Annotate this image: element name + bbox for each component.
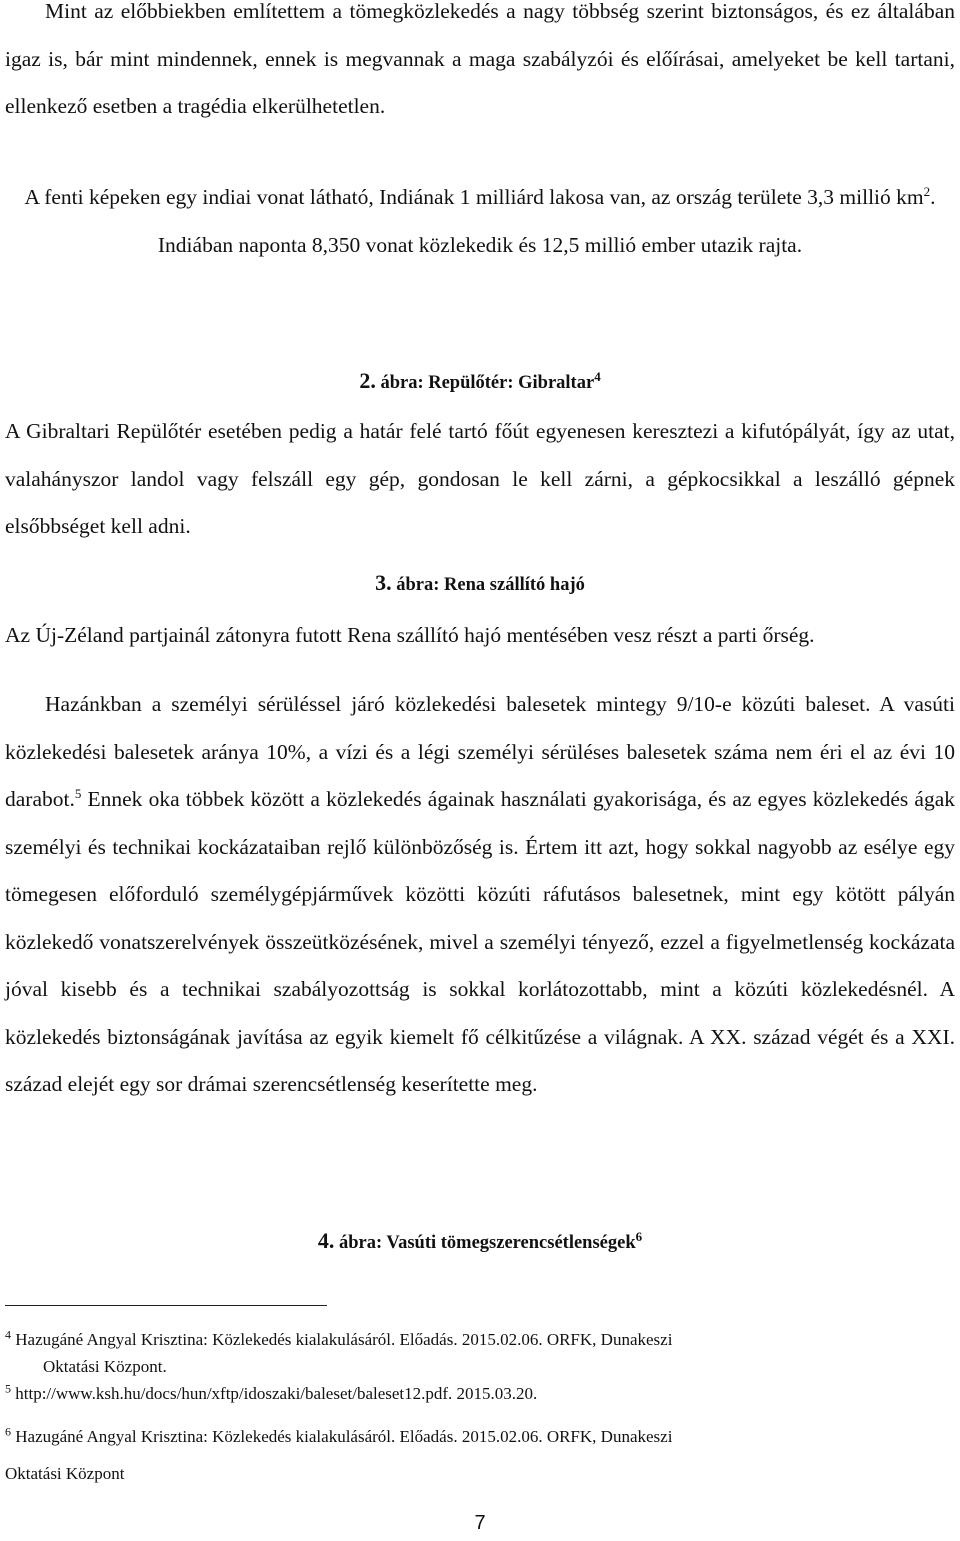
footnote-mark: 6 — [5, 1424, 11, 1439]
footnote-reference[interactable]: 5 — [74, 785, 82, 801]
paragraph-text: Hazánkban a személyi sérüléssel járó közlekedési balesetek mintegy 9/10-e közúti baleset. A vasúti közlekedési balesetek aránya 10%, a vízi és a légi személyi sérüléses balesetek száma nem éri el az évi 10 darabot. — [5, 692, 955, 811]
paragraph-text: . Indiában naponta 8,350 vonat közlekedik és 12,5 millió ember utazik rajta. — [157, 185, 936, 257]
footnote-text: Hazugáné Angyal Krisztina: Közlekedés kialakulásáról. Előadás. 2015.02.06. ORFK, Dunakeszi — [11, 1427, 673, 1446]
footnote-reference[interactable]: 4 — [594, 368, 601, 384]
footnote-mark: 5 — [5, 1381, 11, 1396]
footnote-separator — [5, 1305, 327, 1306]
paragraph-india — [5, 174, 955, 269]
figure-number: 3. — [375, 570, 392, 595]
figure-caption-text: ábra: Vasúti tömegszerencsétlenségek — [334, 1233, 636, 1253]
footnote-mark: 4 — [5, 1327, 11, 1342]
footnote-4 — [5, 1326, 955, 1380]
paragraph-text: A fenti képeken egy indiai vonat látható, Indiának 1 milliárd lakosa van, az ország területe 3,3 millió km — [24, 185, 924, 209]
figure-caption-text: ábra: Rena szállító hajó — [391, 575, 585, 595]
paragraph-tomegkozlekedes — [5, 0, 955, 131]
figure-caption-2 — [5, 368, 955, 394]
paragraph-text: Az Új-Zéland partjainál zátonyra futott Rena szállító hajó mentésében vesz részt a parti őrség. — [5, 623, 815, 647]
footnote-link[interactable]: http://www.ksh.hu/docs/hun/xftp/idoszaki/baleset/baleset12.pdf. 2015.03.20. — [11, 1384, 538, 1403]
paragraph-text: Mint az előbbiekben említettem a tömegközlekedés a nagy többség szerint biztonságos, és ez általában igaz is, bár mint mindennek, ennek is megvannak a maga szabályzói és előírásai, amelyeket be kell tartani, ellenkező esetben a tragédia elkerülhetetlen. — [5, 0, 955, 118]
footnote-text-continued: Oktatási Központ. — [43, 1357, 167, 1376]
footnote-5 — [5, 1380, 955, 1407]
paragraph-gibraltar — [5, 408, 955, 551]
footnote-reference[interactable]: 6 — [635, 1228, 643, 1244]
footnote-text-continued: Oktatási Központ — [5, 1464, 125, 1483]
superscript: 2 — [923, 183, 931, 199]
footnote-6 — [5, 1418, 955, 1492]
page-number: 7 — [474, 1512, 486, 1534]
paragraph-text: Ennek oka többek között a közlekedés ágainak használati gyakorisága, és az egyes közlekedés ágak személyi és technikai kockázataiban rejlő különbözőség is. Értem itt azt, hogy sokkal nagyobb az esélye egy tömegesen előforduló személygépjárművek közötti közúti ráfutásos balesetnek, mint egy kötött pályán közlekedő vonatszerelvények összeütközésének, mivel a személyi tényező, ezzel a figyelmetlenség kockázata jóval kisebb és a technikai szabályozottság is sokkal korlátozottabb, mint a közúti közlekedésnél. A közlekedés biztonságának javítása az egyik kiemelt fő célkitűzése a világnak. A XX. század végét és a XXI. század elejét egy sor drámai szerencsétlenség keserítette meg. — [5, 787, 955, 1096]
figure-caption-4 — [5, 1228, 955, 1254]
footnote-text: Hazugáné Angyal Krisztina: Közlekedés kialakulásáról. Előadás. 2015.02.06. ORFK, Dunakeszi — [11, 1330, 673, 1349]
figure-caption-text: ábra: Repülőtér: Gibraltar — [375, 373, 595, 393]
figure-caption-3 — [5, 570, 955, 596]
paragraph-rena — [5, 612, 955, 660]
paragraph-text: A Gibraltari Repülőtér esetében pedig a határ felé tartó főút egyenesen keresztezi a kifutópályát, így az utat, valahányszor landol vagy felszáll egy gép, gondosan le kell zárni, a gépkocsikkal a leszálló gépnek elsőbbséget kell adni. — [5, 419, 955, 538]
figure-number: 4. — [317, 1228, 335, 1253]
paragraph-balesetek — [5, 681, 955, 1109]
figure-number: 2. — [359, 368, 376, 393]
